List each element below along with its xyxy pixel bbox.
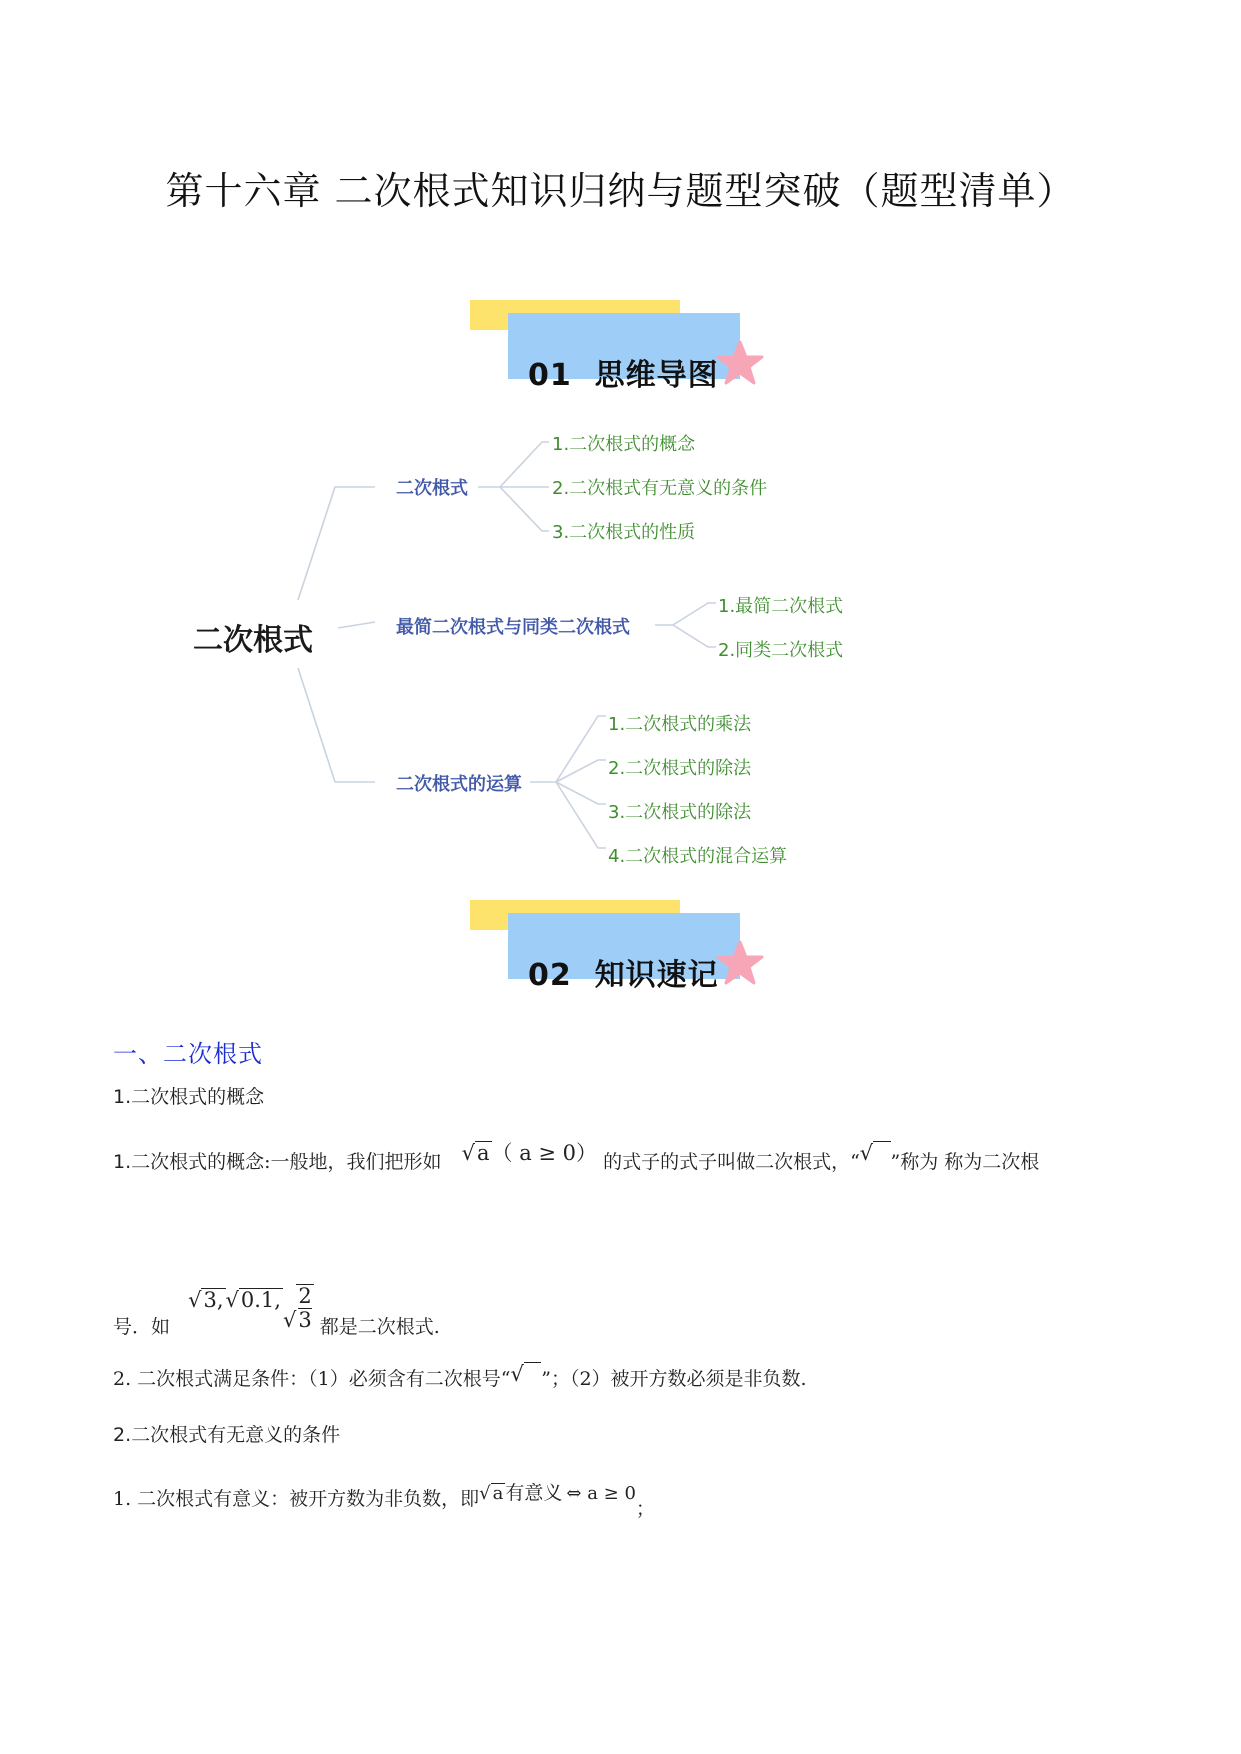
math-sqrt-a: √ a: [479, 1483, 504, 1504]
banner-label: 思维导图: [594, 358, 719, 393]
math-fraction: √ $\frac{2}{3}$: [282, 1284, 312, 1333]
text: ”；（2）被开方数必须是非负数.: [541, 1368, 807, 1390]
math-examples: √3,√0.1,: [188, 1288, 281, 1313]
text: ”称为 称为二次根: [890, 1151, 1040, 1173]
text: :一般地，我们把形如: [264, 1151, 442, 1173]
mindmap-leaf: 4.二次根式的混合运算: [608, 846, 788, 867]
mindmap-branch: 二次根式的运算: [396, 774, 522, 795]
paragraph-examples: [113, 1284, 440, 1339]
mindmap-leaf: 2.二次根式的除法: [608, 758, 752, 779]
mindmap-branch: 最简二次根式与同类二次根式: [396, 617, 630, 638]
text: 1. 二次根式有意义：被开方数为非负数，即: [113, 1488, 480, 1510]
text: ；: [635, 1498, 655, 1520]
section-heading: 一、二次根式: [113, 1040, 263, 1068]
page-title: 第十六章 二次根式知识归纳与题型突破（题型清单）: [165, 169, 1076, 213]
mindmap-leaf: 2.二次根式有无意义的条件: [552, 478, 768, 499]
mindmap-leaf: 3.二次根式的除法: [608, 802, 752, 823]
text: 都是二次根式.: [319, 1316, 440, 1339]
text: 的式子的式子叫做二次根式，“: [603, 1151, 860, 1173]
mindmap-leaf: 1.二次根式的乘法: [608, 714, 752, 735]
paragraph-conditions: [113, 1364, 807, 1391]
subheading: 2.二次根式有无意义的条件: [113, 1424, 341, 1446]
text: 号．如: [113, 1316, 171, 1339]
mindmap-leaf: 3.二次根式的性质: [552, 522, 696, 543]
banner-number: 02: [528, 958, 572, 993]
math-iff: ⇔ a ≥ 0: [566, 1483, 636, 1504]
paragraph-meaningful: [113, 1482, 655, 1520]
mindmap-leaf: 2.同类二次根式: [718, 640, 844, 661]
banner-number: 01: [528, 358, 572, 393]
star-icon: [716, 940, 764, 986]
text: 2. 二次根式满足条件：（1）必须含有二次根号“: [113, 1368, 511, 1390]
radical-sign-icon: √: [860, 1141, 891, 1165]
paragraph-definition: [113, 1141, 1040, 1175]
mindmap-root: 二次根式: [193, 623, 313, 658]
text: 有意义: [505, 1482, 563, 1504]
math-sqrt-a: √a（ a ≥ 0）: [461, 1141, 598, 1165]
radical-sign-icon: √: [510, 1362, 541, 1386]
banner-label: 知识速记: [594, 958, 719, 993]
section-banner-knowledge: [470, 900, 745, 995]
banner-title: [528, 950, 719, 994]
mindmap-branch: 二次根式: [396, 478, 468, 499]
term-label: 1.二次根式的概念: [113, 1151, 265, 1173]
mindmap-leaf: 1.二次根式的概念: [552, 434, 696, 455]
mindmap-leaf: 1.最简二次根式: [718, 596, 844, 617]
subheading: 1.二次根式的概念: [113, 1086, 265, 1108]
